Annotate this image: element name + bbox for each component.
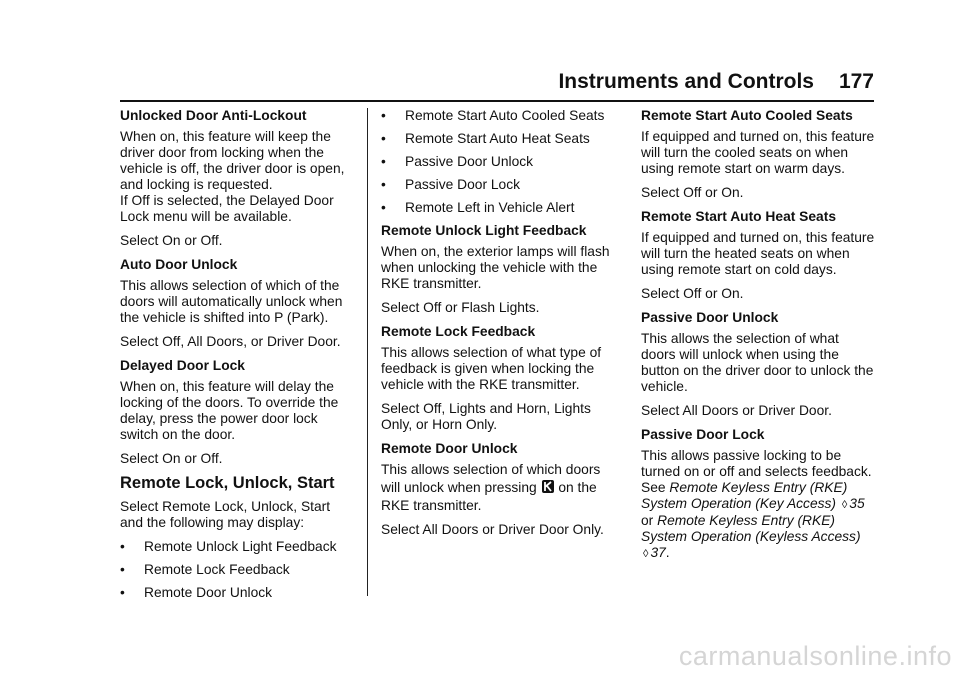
heading-remote-start-heat-seats: Remote Start Auto Heat Seats [641, 209, 836, 224]
list-item: • Remote Door Unlock [120, 585, 273, 600]
page-number: 177 [838, 70, 874, 93]
page-ref-arrow-icon: ◊ [643, 548, 649, 560]
paragraph: When on, this feature will keep the driver door from locking when the vehicle is off, the driver door is open, and locking is requested. If Off is selected, the Delayed Door Lock menu will be available. [120, 129, 345, 224]
page-reference[interactable]: 35 [849, 496, 865, 511]
heading-passive-door-unlock: Passive Door Unlock [641, 310, 779, 325]
paragraph: Select Off or Flash Lights. [381, 300, 540, 315]
list-item: • Remote Left in Vehicle Alert [381, 200, 575, 215]
column-3 [641, 108, 876, 570]
list-item: • Remote Start Auto Cooled Seats [381, 108, 605, 123]
list-item: • Remote Unlock Light Feedback [120, 539, 337, 554]
page-reference[interactable]: 37 [650, 545, 666, 560]
paragraph: Select Off, Lights and Horn, Lights Only, or Horn Only. [381, 401, 591, 432]
column-2 [381, 108, 616, 546]
paragraph: Select On or Off. [120, 233, 223, 248]
heading-delayed-door-lock: Delayed Door Lock [120, 358, 245, 373]
heading-passive-door-lock: Passive Door Lock [641, 427, 765, 442]
page-header [120, 68, 874, 100]
paragraph: Select Off or On. [641, 185, 744, 200]
cross-reference-link[interactable]: Remote Keyless Entry (RKE) System Operation (Key Access) [641, 480, 848, 511]
paragraph: This allows the selection of what doors will unlock when using the button on the driver door to unlock the vehicle. [641, 331, 874, 394]
heading-remote-start-cooled-seats: Remote Start Auto Cooled Seats [641, 108, 853, 123]
heading-auto-door-unlock: Auto Door Unlock [120, 257, 238, 272]
column-1 [120, 108, 355, 608]
column-divider [367, 108, 368, 596]
heading-remote-unlock-light-feedback: Remote Unlock Light Feedback [381, 223, 587, 238]
list-item: • Remote Start Auto Heat Seats [381, 131, 590, 146]
paragraph: Select All Doors or Driver Door Only. [381, 522, 604, 537]
heading-remote-lock-feedback: Remote Lock Feedback [381, 324, 536, 339]
paragraph: This allows selection of which doors will unlock when pressing on the RKE transmitter. [381, 462, 601, 513]
cross-reference-link[interactable]: Remote Keyless Entry (RKE) System Operation (Keyless Access) [641, 513, 861, 544]
watermark: carmanualsonline.info [678, 641, 952, 671]
paragraph: This allows selection of what type of feedback is given when locking the vehicle with the RKE transmitter. [381, 345, 602, 392]
paragraph: Select On or Off. [120, 451, 223, 466]
heading-remote-door-unlock: Remote Door Unlock [381, 441, 518, 456]
header-rule [120, 100, 874, 102]
paragraph: When on, the exterior lamps will flash when unlocking the vehicle with the RKE transmitter. [381, 244, 610, 291]
paragraph: When on, this feature will delay the locking of the doors. To override the delay, press the power door lock switch on the door. [120, 379, 339, 442]
section-heading-remote-lock: Remote Lock, Unlock, Start [120, 474, 335, 492]
section-title: Instruments and Controls [558, 70, 814, 93]
page-ref-arrow-icon: ◊ [841, 499, 848, 511]
paragraph: If equipped and turned on, this feature will turn the heated seats on when using remote start on cold days. [641, 230, 875, 277]
heading-unlocked-anti-lockout: Unlocked Door Anti-Lockout [120, 108, 307, 123]
paragraph: If equipped and turned on, this feature will turn the cooled seats on when using remote start on warm days. [641, 129, 875, 176]
list-item: • Passive Door Unlock [381, 154, 534, 169]
paragraph: Select All Doors or Driver Door. [641, 403, 832, 418]
paragraph: This allows selection of which of the doors will automatically unlock when the vehicle is shifted into P (Park). [120, 278, 343, 325]
paragraph: Select Remote Lock, Unlock, Start and the following may display: [120, 499, 331, 530]
paragraph: Select Off, All Doors, or Driver Door. [120, 334, 341, 349]
paragraph: Select Off or On. [641, 286, 744, 301]
list-item: • Remote Lock Feedback [120, 562, 290, 577]
paragraph: This allows passive locking to be turned on or off and selects feedback. See Remote Keyless Entry (RKE) System Operation (Key Access) ◊ 35 or Remote Keyless Entry (RKE) System Operation (Keyless Access) ◊ 37. [641, 448, 872, 560]
unlock-key-icon [541, 478, 555, 498]
list-item: • Passive Door Lock [381, 177, 521, 192]
